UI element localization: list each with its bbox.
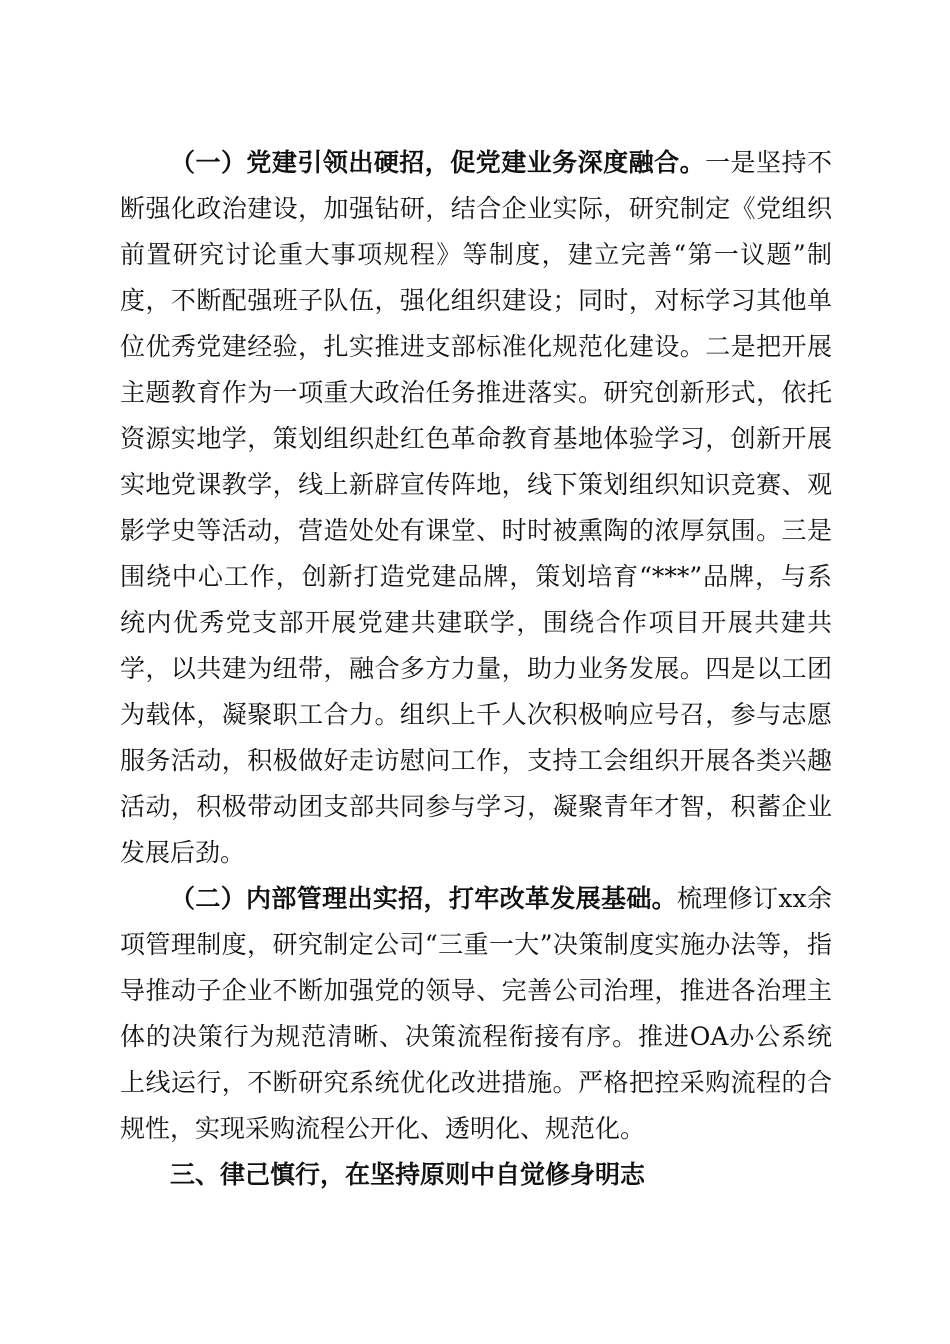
paragraph-party-building <box>120 140 832 876</box>
paragraph-internal-management <box>120 876 832 1152</box>
document-body <box>120 140 832 1198</box>
paragraph-text: 梳理修订xx余项管理制度，研究制定公司“三重一大”决策制度实施办法等，指导推动子企业不断加强党的领导、完善公司治理，推进各治理主体的决策行为规范清晰、决策流程衔接有序。推进OA办公系统上线运行，不断研究系统优化改进措施。严格把控采购流程的合规性，实现采购流程公开化、透明化、规范化。 <box>120 884 832 1143</box>
paragraph-text: 一是坚持不断强化政治建设，加强钻研，结合企业实际，研究制定《党组织前置研究讨论重大事项规程》等制度，建立完善“第一议题”制度，不断配强班子队伍，强化组织建设；同时，对标学习其他单位优秀党建经验，扎实推进支部标准化规范化建设。二是把开展主题教育作为一项重大政治任务推进落实。研究创新形式，依托资源实地学，策划组织赴红色革命教育基地体验学习，创新开展实地党课教学，线上新辟宣传阵地，线下策划组织知识竞赛、观影学史等活动，营造处处有课堂、时时被熏陶的浓厚氛围。三是围绕中心工作，创新打造党建品牌，策划培育“***”品牌，与系统内优秀党支部开展党建共建联学，围绕合作项目开展共建共学，以共建为纽带，融合多方力量，助力业务发展。四是以工团为载体，凝聚职工合力。组织上千人次积极响应号召，参与志愿服务活动，积极做好走访慰问工作，支持工会组织开展各类兴趣活动，积极带动团支部共同参与学习，凝聚青年才智，积蓄企业发展后劲。 <box>120 148 832 867</box>
paragraph-lead: （二）内部管理出实招，打牢改革发展基础。 <box>170 884 678 913</box>
section-heading: 三、律己慎行，在坚持原则中自觉修身明志 <box>170 1160 646 1189</box>
paragraph-lead: （一）党建引领出硬招，促党建业务深度融合。 <box>170 148 706 177</box>
